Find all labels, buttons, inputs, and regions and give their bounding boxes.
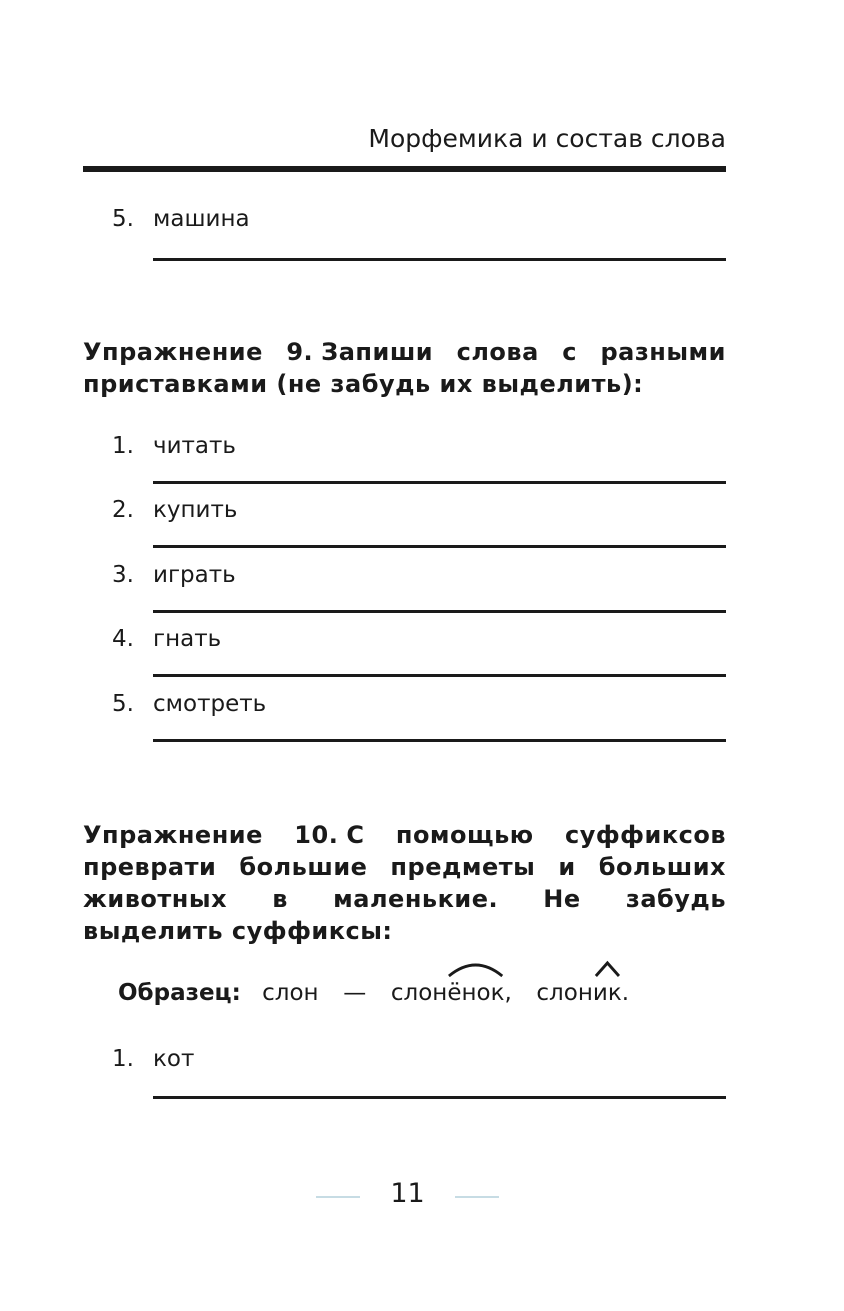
exercise-10-title: Упражнение 10.	[83, 821, 339, 849]
exercise-9-task	[83, 336, 726, 400]
item-word: купить	[153, 497, 238, 523]
sample-word-2: слон ик.	[536, 980, 629, 1006]
answer-item	[0, 206, 844, 262]
item-word: играть	[153, 562, 236, 588]
running-header-title: Морфемика и состав слова	[368, 124, 726, 153]
item-word: машина	[153, 206, 250, 232]
item-number: 1.	[112, 433, 134, 459]
item-word: читать	[153, 433, 236, 459]
sample-label: Образец:	[118, 980, 241, 1006]
answer-line	[153, 1096, 726, 1099]
answer-item	[0, 626, 844, 682]
sample-word-1: слон ёнок,	[391, 980, 512, 1006]
footer-rule-right	[455, 1196, 499, 1198]
answer-line	[153, 674, 726, 677]
answer-item	[0, 562, 844, 618]
suffix-arc-icon	[447, 958, 504, 978]
sample-base-word: слон	[262, 980, 319, 1006]
suffix-marked: ик	[593, 980, 622, 1006]
answer-item	[0, 433, 844, 489]
answer-line	[153, 481, 726, 484]
suffix-marked: ёнок	[447, 980, 504, 1006]
answer-line	[153, 258, 726, 261]
item-number: 5.	[112, 691, 134, 717]
answer-line	[153, 739, 726, 742]
answer-line	[153, 610, 726, 613]
item-number: 3.	[112, 562, 134, 588]
item-number: 5.	[112, 206, 134, 232]
item-word: кот	[153, 1046, 195, 1072]
sample-word-2-prefix: слон	[536, 980, 593, 1006]
sample-word-1-prefix: слон	[390, 980, 448, 1006]
exercise-10-text: С помощью суффиксов преврати большие предметы и больших животных в маленькие. Не забудь выделить суффиксы:	[83, 821, 727, 945]
answer-item	[0, 1046, 844, 1102]
suffix-caret-icon	[593, 958, 622, 978]
answer-item	[0, 497, 844, 553]
sample-dash: —	[343, 980, 367, 1006]
exercise-9-text: Запиши слова с разными приставками (не забудь их выделить):	[83, 338, 726, 398]
item-word: смотреть	[153, 691, 267, 717]
answer-line	[153, 545, 726, 548]
item-number: 2.	[112, 497, 134, 523]
answer-item	[0, 691, 844, 747]
item-word: гнать	[153, 626, 222, 652]
page-number: 11	[390, 1178, 425, 1209]
page-footer	[0, 1178, 844, 1218]
exercise-10-task	[83, 819, 726, 947]
sample-example	[118, 980, 629, 1006]
footer-rule-left	[316, 1196, 360, 1198]
exercise-9-title: Упражнение 9.	[83, 338, 314, 366]
header-rule	[83, 166, 726, 172]
item-number: 1.	[112, 1046, 134, 1072]
item-number: 4.	[112, 626, 134, 652]
